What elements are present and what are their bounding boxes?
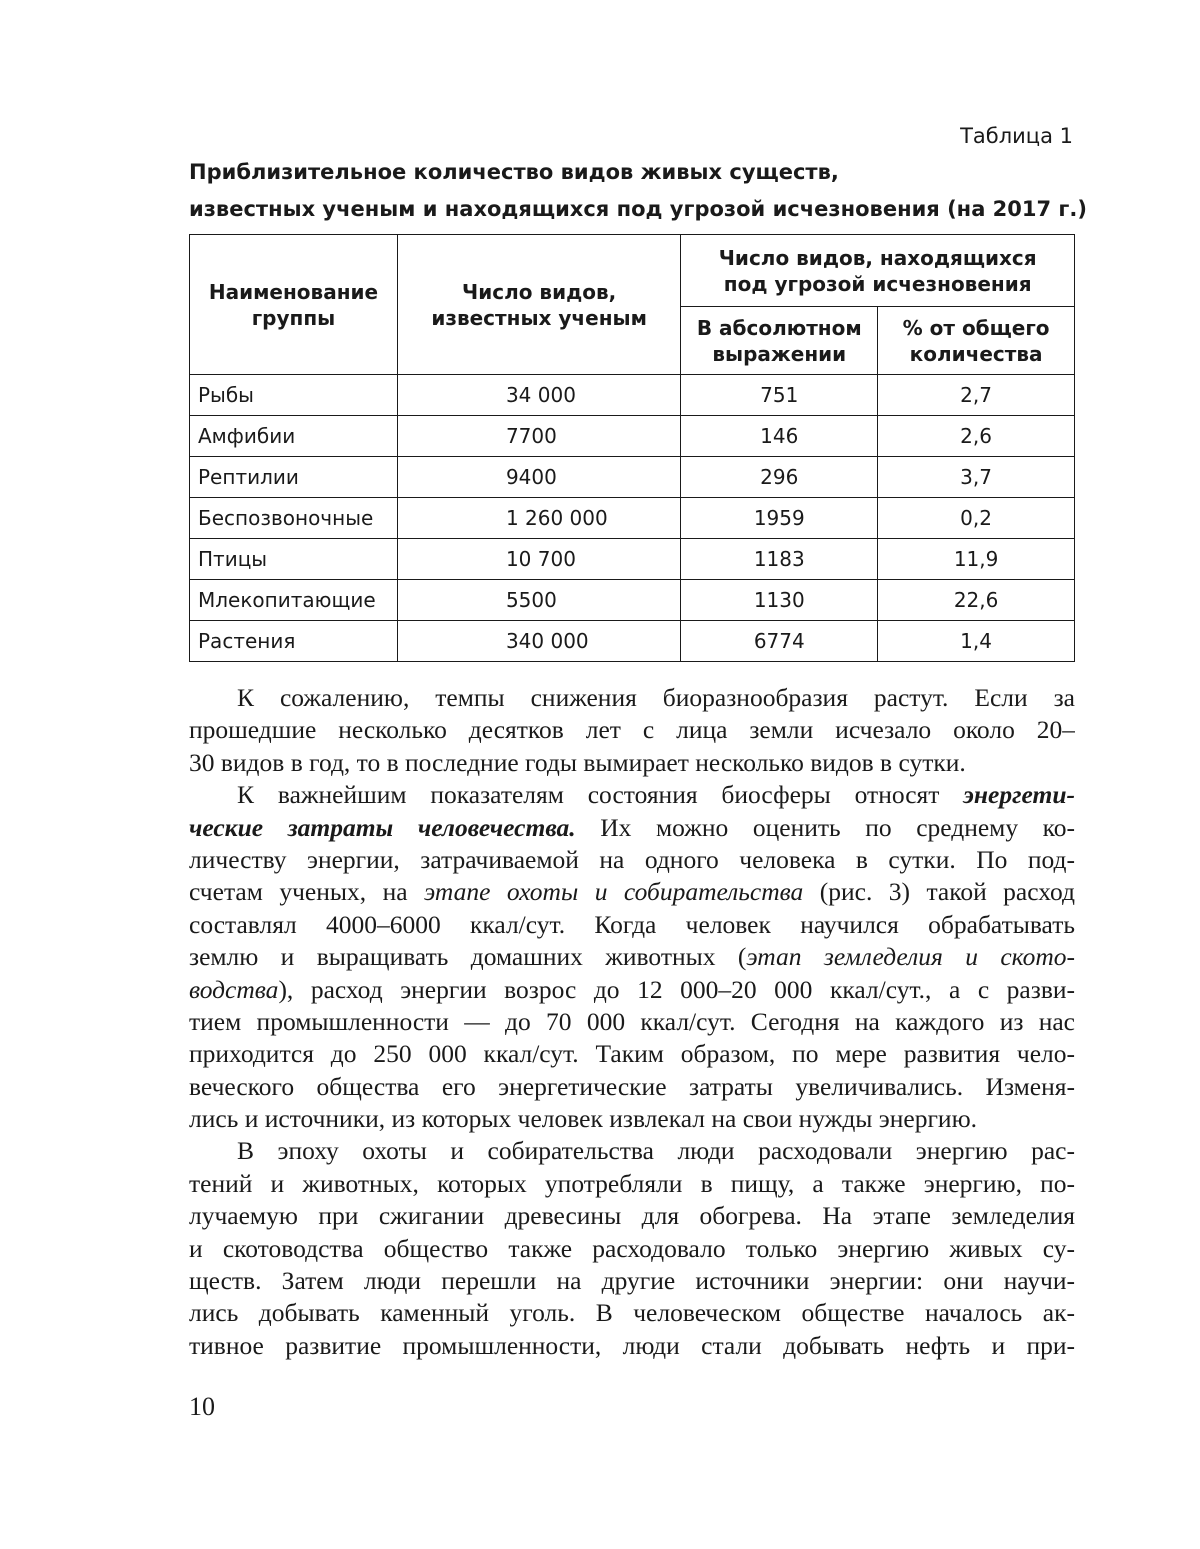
paragraph-energy-costs: [189, 779, 1075, 1135]
cell-group: Птицы: [190, 539, 398, 580]
table-row: [190, 580, 1075, 621]
text-line: прошедшие несколько десятков лет с лица земли исчезало около 20–: [189, 715, 1075, 745]
text-line: тений и животных, которых употребляли в пищу, а также энергию, по-: [189, 1168, 1075, 1198]
cell-known: 5500: [397, 580, 680, 621]
cell-known: 10 700: [397, 539, 680, 580]
term-italic: этапе охоты и собирательства: [423, 877, 804, 907]
text-line: лучаемую при сжигании древесины для обогрева. На этапе земледелия: [189, 1201, 1075, 1231]
text-line: веческого общества его энергетические затраты увеличивались. Изменя-: [189, 1071, 1075, 1101]
cell-group: Рептилии: [190, 457, 398, 498]
text-line: [189, 876, 1075, 908]
cell-absolute: 1130: [681, 580, 878, 621]
text-line: приходится до 250 000 ккал/сут. Таким образом, по мере развития чело-: [189, 1039, 1075, 1069]
cell-group: Рыбы: [190, 375, 398, 416]
cell-absolute: 1183: [681, 539, 878, 580]
text-span: Их можно оценить по среднему ко-: [575, 812, 1075, 842]
text-line: [189, 812, 1075, 844]
text-span: К важнейшим показателям состояния биосферы относят: [237, 780, 964, 810]
text-line: составлял 4000–6000 ккал/сут. Когда человек научился обрабатывать: [189, 909, 1075, 939]
text-line: и скотоводства общество также расходовало только энергию живых су-: [189, 1233, 1075, 1263]
cell-known: 1 260 000: [397, 498, 680, 539]
text-line: ществ. Затем люди перешли на другие источники энергии: они научи-: [189, 1266, 1075, 1296]
table-row: [190, 621, 1075, 662]
cell-absolute: 751: [681, 375, 878, 416]
cell-known: 340 000: [397, 621, 680, 662]
table-caption: [189, 154, 1089, 228]
text-line: лись добывать каменный уголь. В человеческом обществе началось ак-: [189, 1298, 1075, 1328]
text-span: счетам ученых, на: [189, 877, 424, 907]
cell-percent: 11,9: [878, 539, 1075, 580]
text-line: К сожалению, темпы снижения биоразнообразия растут. Если за: [237, 683, 1075, 712]
cell-percent: 3,7: [878, 457, 1075, 498]
cell-percent: 2,7: [878, 375, 1075, 416]
term-emphasis: ческие затраты человечества.: [189, 812, 576, 842]
text-line: личеству энергии, затрачиваемой на одного человека в сутки. По под-: [189, 844, 1075, 874]
page-number: 10: [189, 1392, 215, 1421]
text-line: 30 видов в год, то в последние годы вымирает несколько видов в сутки.: [189, 747, 966, 777]
cell-group: Млекопитающие: [190, 580, 398, 621]
cell-known: 9400: [397, 457, 680, 498]
text-line: [189, 974, 1075, 1006]
term-emphasis: энергети-: [963, 780, 1075, 810]
cell-percent: 2,6: [878, 416, 1075, 457]
cell-absolute: 146: [681, 416, 878, 457]
cell-absolute: 1959: [681, 498, 878, 539]
species-table: [189, 234, 1075, 662]
table-number-label: Таблица 1: [960, 124, 1073, 148]
cell-percent: 1,4: [878, 621, 1075, 662]
text-line: тивное развитие промышленности, люди стали добывать нефть и при-: [189, 1330, 1075, 1360]
cell-group: Растения: [190, 621, 398, 662]
header-absolute: В абсолютном выражении: [681, 307, 878, 375]
table-row: [190, 375, 1075, 416]
text-span: землю и выращивать домашних животных (: [189, 942, 747, 972]
cell-absolute: 6774: [681, 621, 878, 662]
header-group-name: Наименование группы: [190, 235, 398, 375]
header-threatened-species: Число видов, находящихся под угрозой исчезновения: [681, 235, 1075, 307]
table-row: [190, 416, 1075, 457]
cell-percent: 22,6: [878, 580, 1075, 621]
text-line: тием промышленности — до 70 000 ккал/сут. Сегодня на каждого из нас: [189, 1006, 1075, 1036]
cell-known: 34 000: [397, 375, 680, 416]
text-line: лись и источники, из которых человек извлекал на свои нужды энергию.: [189, 1104, 977, 1134]
paragraph-energy-sources: [189, 1135, 1075, 1362]
header-known-species: Число видов, известных ученым: [397, 235, 680, 375]
table-row: [190, 539, 1075, 580]
cell-known: 7700: [397, 416, 680, 457]
header-percent: % от общего количества: [878, 307, 1075, 375]
term-italic: водства: [189, 974, 279, 1004]
text-line: В эпоху охоты и собирательства люди расходовали энергию рас-: [237, 1136, 1075, 1166]
caption-line: известных ученым и находящихся под угрозой исчезновения (на 2017 г.): [189, 197, 1087, 221]
text-line: [189, 941, 1075, 973]
cell-absolute: 296: [681, 457, 878, 498]
table-row: [190, 498, 1075, 539]
body-text: [189, 682, 1075, 1362]
text-span: ), расход энергии возрос до 12 000–20 000 ккал/сут., а с разви-: [278, 974, 1075, 1004]
text-span: (рис. 3) такой расход: [803, 877, 1075, 907]
paragraph-biodiversity: [189, 682, 1075, 779]
term-italic: этап земледелия и ското-: [746, 942, 1075, 972]
text-line: [189, 779, 1075, 811]
cell-percent: 0,2: [878, 498, 1075, 539]
table-row: [190, 457, 1075, 498]
cell-group: Амфибии: [190, 416, 398, 457]
caption-line: Приблизительное количество видов живых существ,: [189, 160, 839, 184]
cell-group: Беспозвоночные: [190, 498, 398, 539]
